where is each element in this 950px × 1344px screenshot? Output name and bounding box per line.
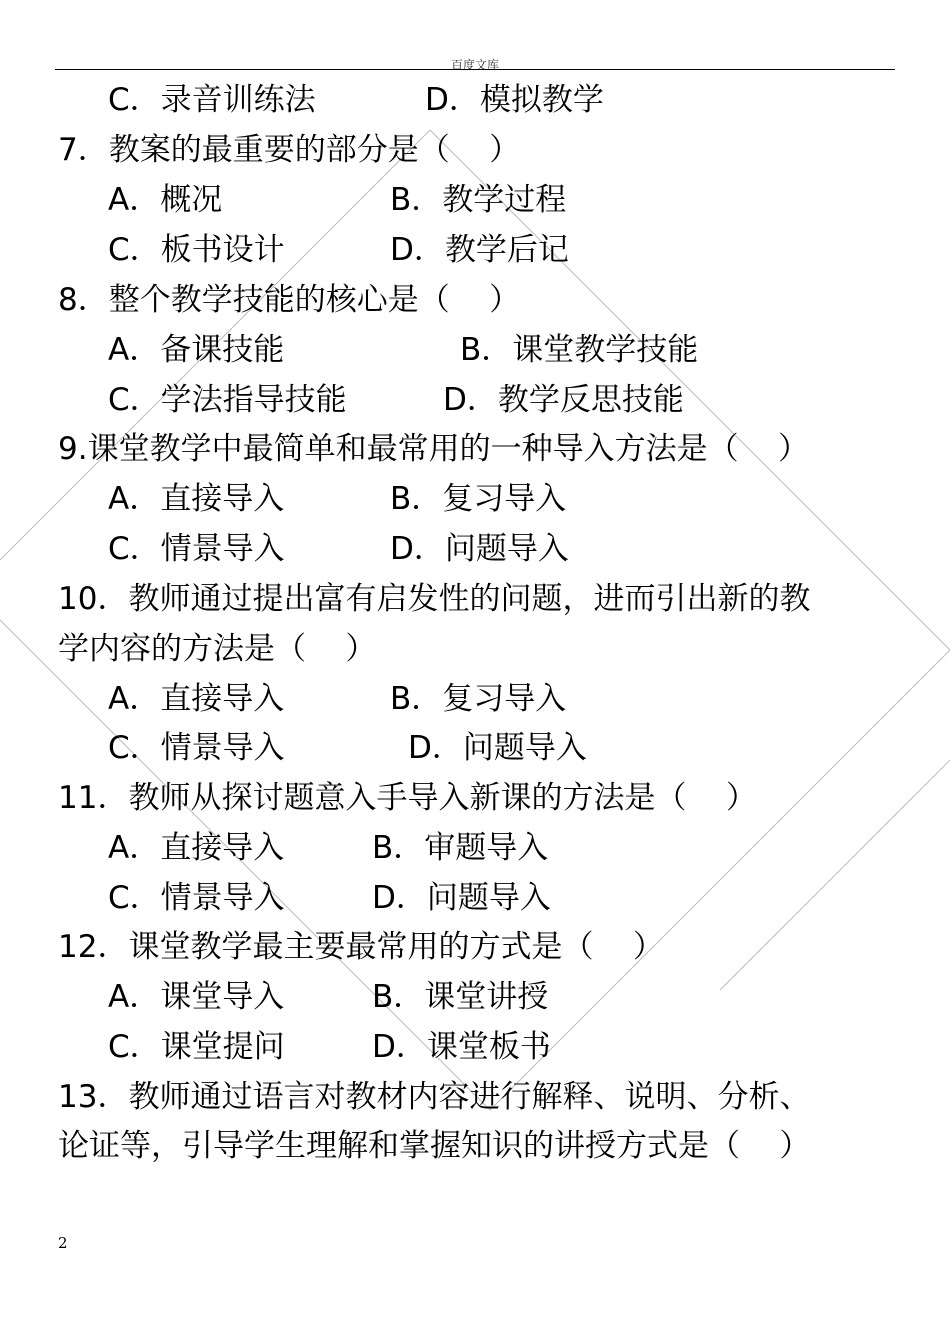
q12-option-a: A．课堂导入	[108, 979, 285, 1015]
q8-option-a: A．备课技能	[108, 332, 285, 368]
q9-option-c: C．情景导入	[108, 531, 285, 567]
q11-option-c: C．情景导入	[108, 880, 285, 916]
q11-option-d: D．问题导入	[372, 880, 551, 916]
q12-option-d: D．课堂板书	[372, 1029, 551, 1065]
q8-option-c: C．学法指导技能	[108, 382, 347, 418]
q9-option-d: D．问题导入	[390, 531, 569, 567]
q7-option-a: A．概况	[108, 182, 223, 218]
q10-option-c: C．情景导入	[108, 730, 285, 766]
header-title: 百度文库	[450, 58, 499, 72]
q12-option-b: B．课堂讲授	[372, 979, 549, 1015]
q7-stem: 7．教案的最重要的部分是（ ）	[58, 132, 521, 168]
q7-option-d: D．教学后记	[390, 232, 569, 268]
q13-stem-line2: 论证等，引导学生理解和掌握知识的讲授方式是（ ）	[58, 1128, 811, 1164]
q7-option-b: B．教学过程	[390, 182, 567, 218]
q10-stem-line1: 10．教师通过提出富有启发性的问题，进而引出新的教	[58, 581, 811, 617]
q7-option-c: C．板书设计	[108, 232, 285, 268]
q13-stem-line1: 13．教师通过语言对教材内容进行解释、说明、分析、	[58, 1079, 811, 1115]
header-divider	[55, 69, 895, 70]
q11-stem: 11．教师从探讨题意入手导入新课的方法是（ ）	[58, 780, 757, 816]
q8-option-d: D．教学反思技能	[443, 382, 684, 418]
q11-option-a: A．直接导入	[108, 830, 285, 866]
q10-option-b: B．复习导入	[390, 681, 567, 717]
q6-option-d: D．模拟教学	[425, 82, 604, 118]
q9-option-b: B．复习导入	[390, 481, 567, 517]
q10-option-d: D．问题导入	[408, 730, 587, 766]
q8-option-b: B．课堂教学技能	[460, 332, 699, 368]
q6-option-c: C．录音训练法	[108, 82, 316, 118]
q10-option-a: A．直接导入	[108, 681, 285, 717]
q11-option-b: B．审题导入	[372, 830, 549, 866]
q9-stem: 9.课堂教学中最简单和最常用的一种导入方法是（ ）	[58, 431, 809, 467]
q9-option-a: A．直接导入	[108, 481, 285, 517]
page-number: 2	[58, 1234, 68, 1252]
q12-option-c: C．课堂提问	[108, 1029, 285, 1065]
q12-stem: 12．课堂教学最主要最常用的方式是（ ）	[58, 929, 664, 965]
q10-stem-line2: 学内容的方法是（ ）	[58, 631, 377, 667]
q8-stem: 8．整个教学技能的核心是（ ）	[58, 282, 521, 318]
